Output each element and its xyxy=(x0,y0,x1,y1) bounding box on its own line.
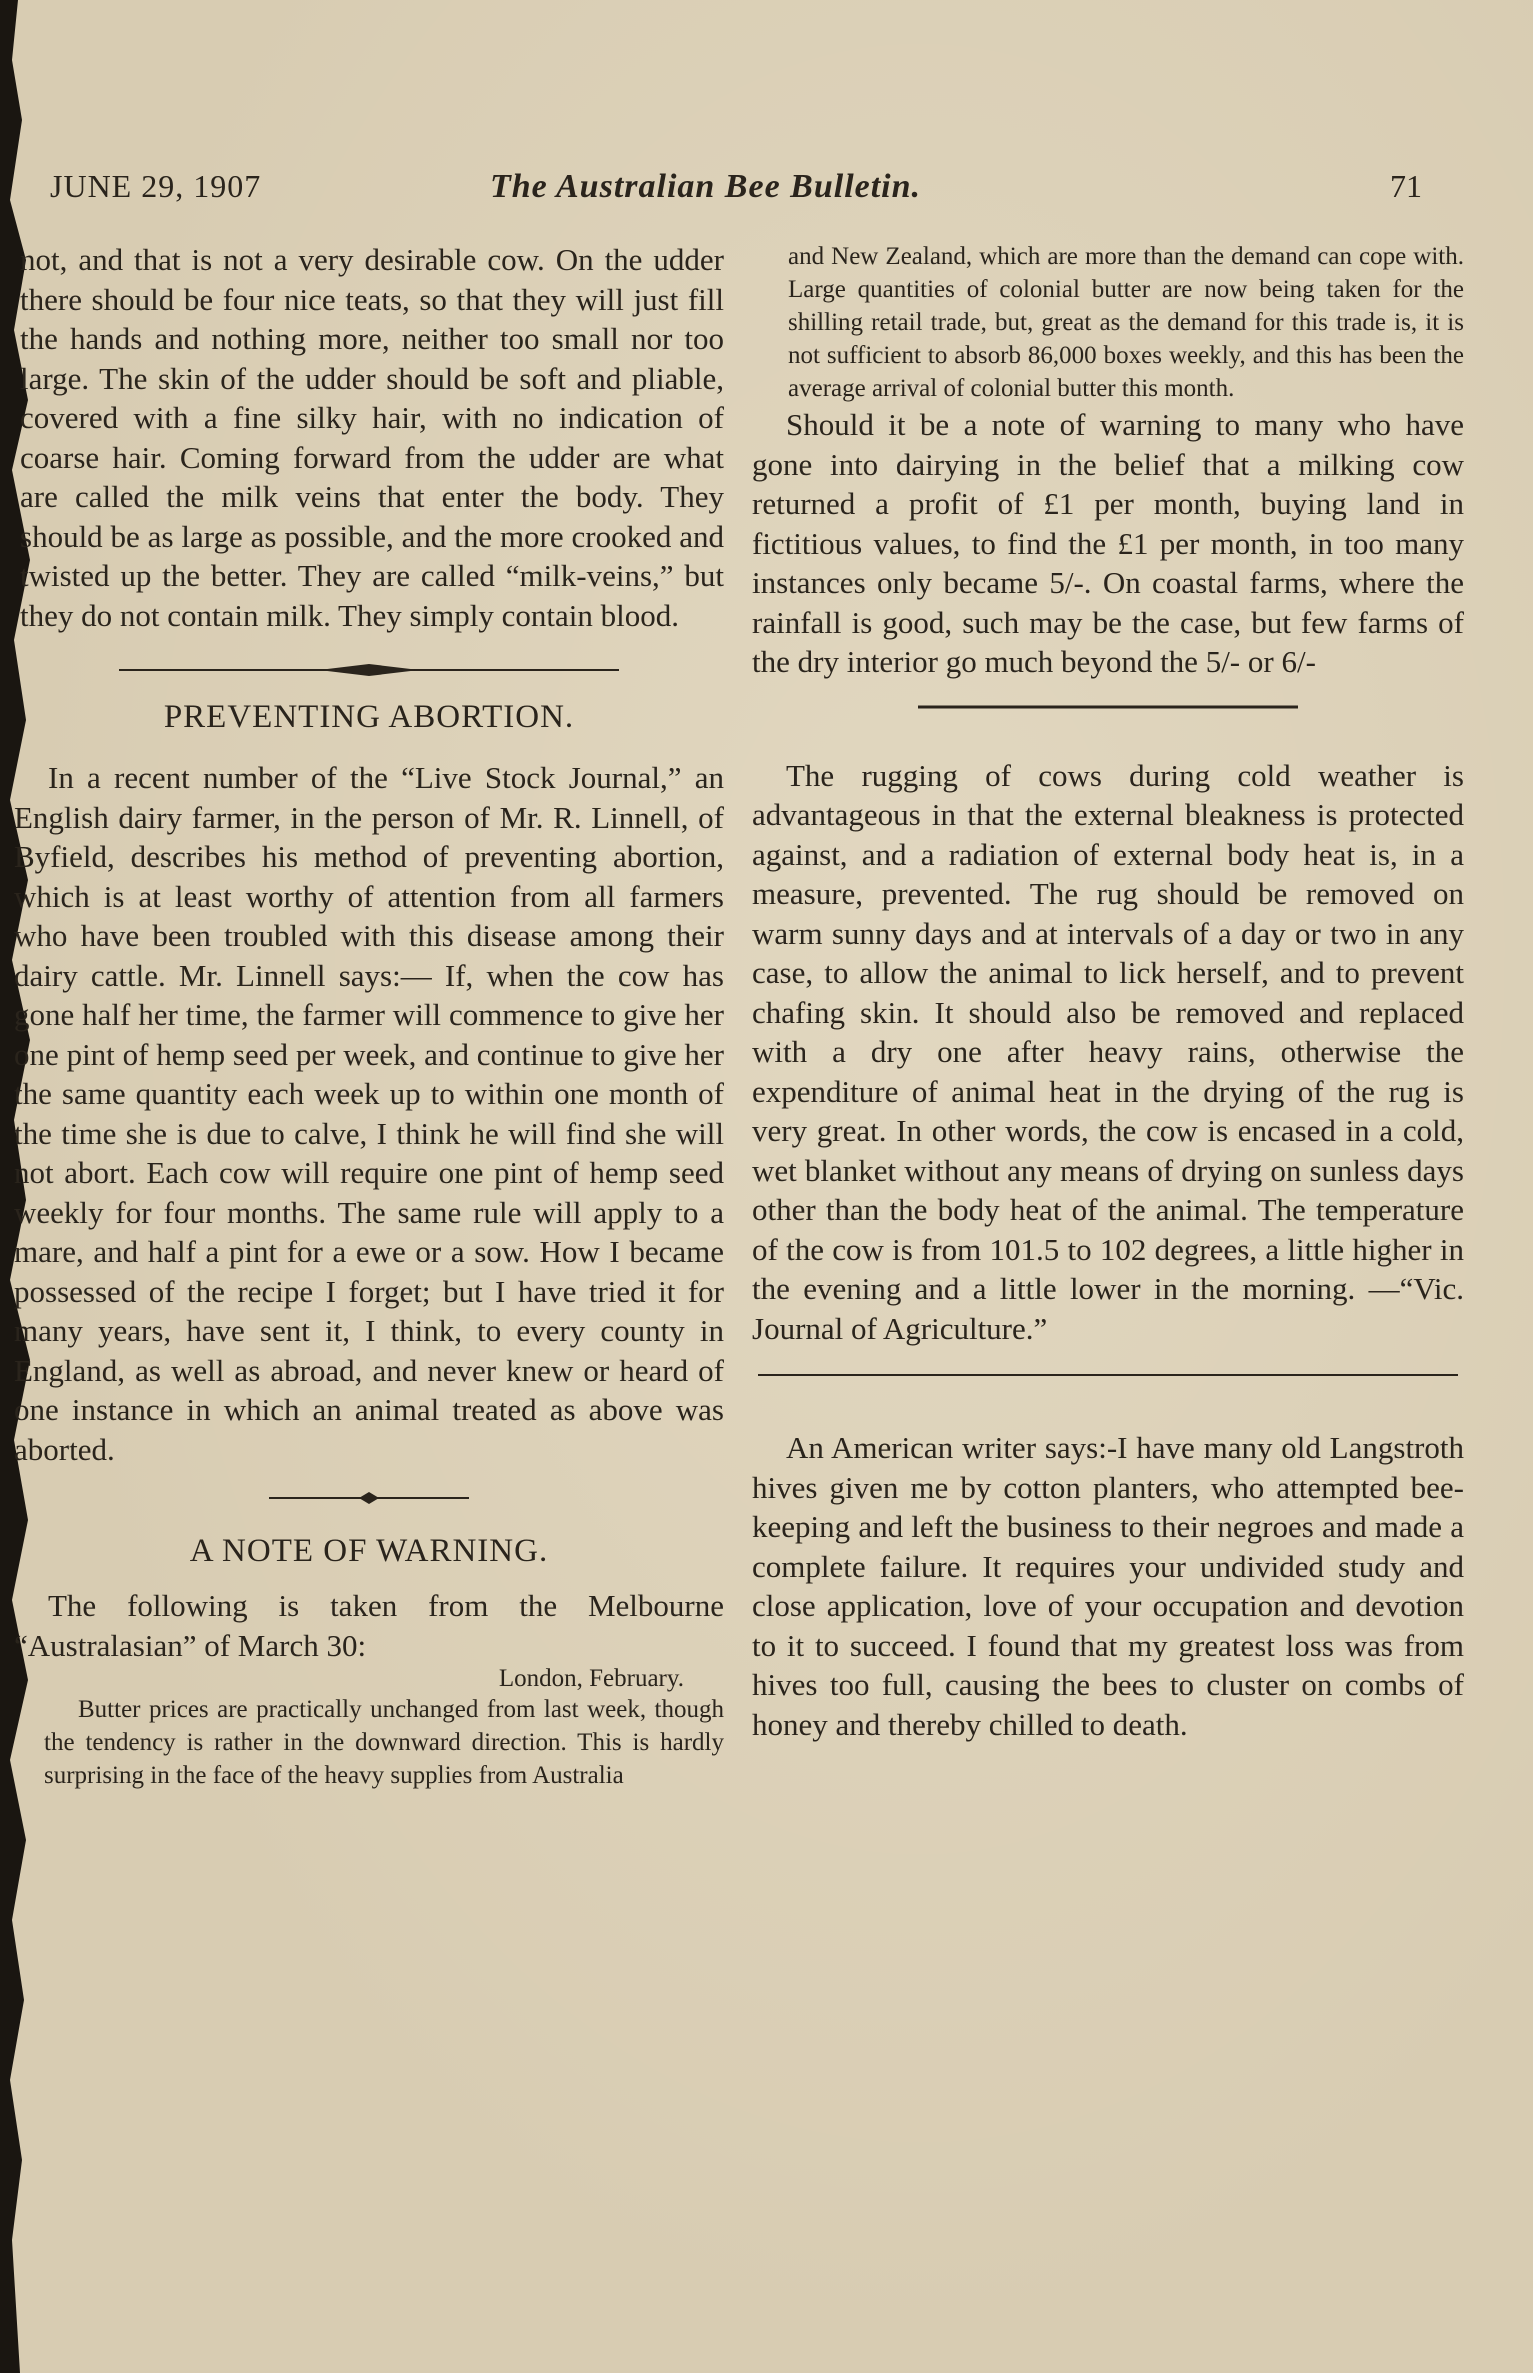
article-american-writer: An American writer says:-I have many old Langstroth hives given me by cotton planters, who attempted bee-keeping and left the business to their negroes and made a complete failure. It requires your undivided study and close application, love of your occupation and devotion to it to succeed. I found that my greatest loss was from hives too full, causing the bees to cluster on combs of honey and thereby chilled to death. xyxy=(752,1430,1464,1742)
right-column xyxy=(752,240,1464,1744)
dateline: London, February. xyxy=(498,1665,684,1692)
article-milk-veins-ending: not, and that is not a very desirable cow. On the udder there should be four nice teats, so that they will just fill the hands and nothing more, neither too small nor too large. The skin of the udder should be soft and pliable, covered with a fine silky hair, with no indication of coarse hair. Coming forward from the udder are what are called the milk veins that enter the body. They should be as large as possible, and the more crooked and twisted up the better. They are called “milk-veins,” but they do not contain milk. They simply contain blood. xyxy=(20,242,724,633)
heading-note-of-warning: A NOTE OF WARNING. xyxy=(189,1533,549,1569)
article-warning-quote-continued: and New Zealand, which are more than the demand can cope with. Large quantities of colonial butter are now being taken for the shilling retail trade, but, great as the demand for this trade is, it is not sufficient to absorb 86,000 boxes weekly, and this has been the average arrival of colonial butter this month. xyxy=(788,243,1464,402)
section-divider xyxy=(752,702,1464,722)
article-preventing-abortion: In a recent number of the “Live Stock Journal,” an English dairy farmer, in the person of Mr. R. Linnell, of Byfield, describes his method of preventing abortion, which is at least worthy of attention from all farmers who have been troubled with this disease among their dairy cattle. Mr. Linnell says:— If, when the cow has gone half her time, the farmer will commence to give her one pint of hemp seed per week, and continue to give her the same quantity each week up to within one month of the time she is due to calve, I think he will find she will not abort. Each cow will require one pint of hemp seed weekly for four months. The same rule will apply to a mare, and half a pint for a ewe or a sow. How I became possessed of the recipe I forget; but I have tried it for many years, have sent it, I think, to every county in England, as well as abroad, and never knew or heard of one instance in which an animal treated as above was aborted. xyxy=(14,760,724,1467)
article-warning-quote: Butter prices are practically unchanged from last week, though the tendency is rather in the downward direction. This is hardly surprising in the face of the heavy supplies from Australia xyxy=(44,1696,724,1789)
left-column xyxy=(14,240,724,1792)
section-divider xyxy=(752,1370,1464,1390)
page-number: 71 xyxy=(1390,168,1422,204)
article-rugging-cows: The rugging of cows during cold weather is advantageous in that the external bleakness is protected against, and a radiation of external body heat is, in a measure, prevented. The rug should be removed on warm sunny days and at intervals of a day or two in any case, to allow the animal to lick herself, and to prevent chafing skin. It should also be removed and replaced with a dry one after heavy rains, otherwise the expenditure of animal heat in the drying of the rug is very great. In other words, the cow is encased in a cold, wet blanket without any means of drying on sunless days other than the body heat of the animal. The temperature of the cow is from 101.5 to 102 degrees, a little higher in the evening and a little lower in the morning. —“Vic. Journal of Agriculture.” xyxy=(752,757,1464,1346)
section-divider xyxy=(14,1491,724,1511)
page-header xyxy=(40,168,1440,218)
article-warning-main: Should it be a note of warning to many who have gone into dairying in the belief that a milking cow returned a profit of £1 per month, buying land in fictitious values, to find the £1 per month, in too many instances only became 5/-. On coastal farms, where the rainfall is good, such may be the case, but few farms of the dry interior go much beyond the 5/- or 6/- xyxy=(752,407,1464,679)
section-divider xyxy=(14,663,724,683)
publication-title: The Australian Bee Bulletin. xyxy=(490,168,922,205)
heading-preventing-abortion: PREVENTING ABORTION. xyxy=(163,699,575,735)
article-warning-intro: The following is taken from the Melbourne “Australasian” of March 30: xyxy=(14,1588,724,1663)
issue-date: JUNE 29, 1907 xyxy=(50,168,262,204)
